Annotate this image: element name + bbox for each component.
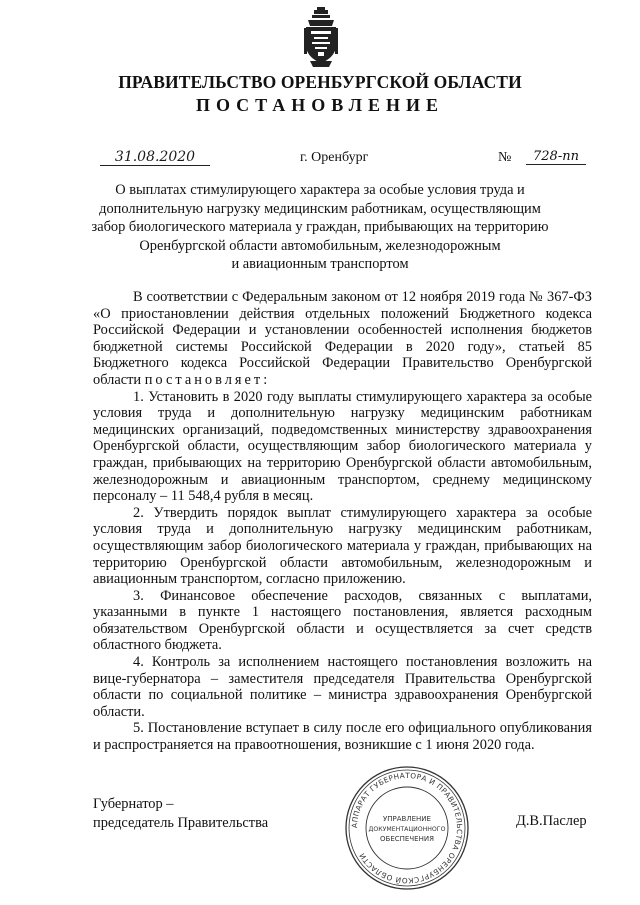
document-number: 728-пп [526, 149, 586, 165]
title-line: дополнительную нагрузку медицинским работникам, осуществляющим [99, 200, 541, 217]
stamp-line: УПРАВЛЕНИЕ [383, 815, 431, 823]
stamp-line: ОБЕСПЕЧЕНИЯ [380, 835, 434, 843]
official-stamp [342, 763, 472, 893]
document-type-heading: ПОСТАНОВЛЕНИЕ [195, 95, 445, 115]
document-title [60, 181, 580, 274]
preamble-text: В соответствии с Федеральным законом от 12 ноября 2019 года № 367-ФЗ «О приостановлении действия отдельных положений Бюджетного кодекса Российской Федерации и установлении особенностей исполнения бюджетов бюджетной системы Российской Федерации в 2020 году», статьей 85 Бюджетного кодекса Российской Федерации Правительство Оренбургской области [93, 289, 592, 388]
stamp-line: ДОКУМЕНТАЦИОННОГО [368, 826, 446, 833]
signatory-position-line: Губернатор – [93, 796, 174, 812]
title-line: забор биологического материала у граждан, прибывающих на территорию [91, 219, 549, 235]
clause-3: 3. Финансовое обеспечение расходов, связанных с выплатами, указанными в пункте 1 настоящего постановления, является расходным обязательством Оренбургской области и осуществляется за счет средств областного бюджета. [93, 587, 592, 654]
number-label: № [498, 150, 512, 165]
clause-5: 5. Постановление вступает в силу после его официального опубликования и распространяется на правоотношения, возникшие с 1 июня 2020 года. [93, 720, 592, 754]
document-body [93, 289, 592, 754]
clause-4: 4. Контроль за исполнением настоящего постановления возложить на вице-губернатора – заместителя председателя Правительства Оренбургской области по социальной политике – министра здравоохранения Оренбургской области. [93, 654, 592, 720]
clause-2: 2. Утвердить порядок выплат стимулирующего характера за особые условия труда и дополнительную нагрузку медицинским работникам, осуществляющим забор биологического материала у граждан, прибывающих на территорию Оренбургской области автомобильным, железнодорожным и авиационным транспортом, согласно приложению. [93, 504, 592, 588]
signatory-position-line: председатель Правительства [93, 814, 269, 831]
preamble-paragraph [93, 289, 592, 389]
signatory-position [93, 795, 268, 832]
document-date: 31.08.2020 [100, 149, 210, 166]
title-line: Оренбургской области автомобильным, железнодорожным [139, 237, 501, 254]
clause-1: 1. Установить в 2020 году выплаты стимулирующего характера за особые условия труда и дополнительную нагрузку медицинским работникам медицинских организаций, подведомственных министерству здравоохранения Оренбургской области, осуществляющим забор биологического материала у граждан, прибывающих на территорию Оренбургской области автомобильным, железнодорожным и авиационным транспортом, среднему медицинскому персоналу – 11 548,4 рубля в месяц. [93, 388, 592, 505]
government-heading: ПРАВИТЕЛЬСТВО ОРЕНБУРГСКОЙ ОБЛАСТИ [118, 72, 522, 92]
title-line: и авиационным транспортом [231, 256, 409, 272]
signatory-name: Д.В.Паслер [516, 813, 587, 829]
stamp-ring-text-path: АППАРАТ ГУБЕРНАТОРА И ПРАВИТЕЛЬСТВА ОРЕНБУРГСКОЙ ОБЛАСТИ [349, 770, 465, 886]
decrees-word: постановляет: [144, 371, 271, 388]
title-line: О выплатах стимулирующего характера за особые условия труда и [115, 182, 525, 198]
coat-of-arms-emblem [302, 6, 340, 70]
document-city: г. Оренбург [300, 150, 369, 165]
